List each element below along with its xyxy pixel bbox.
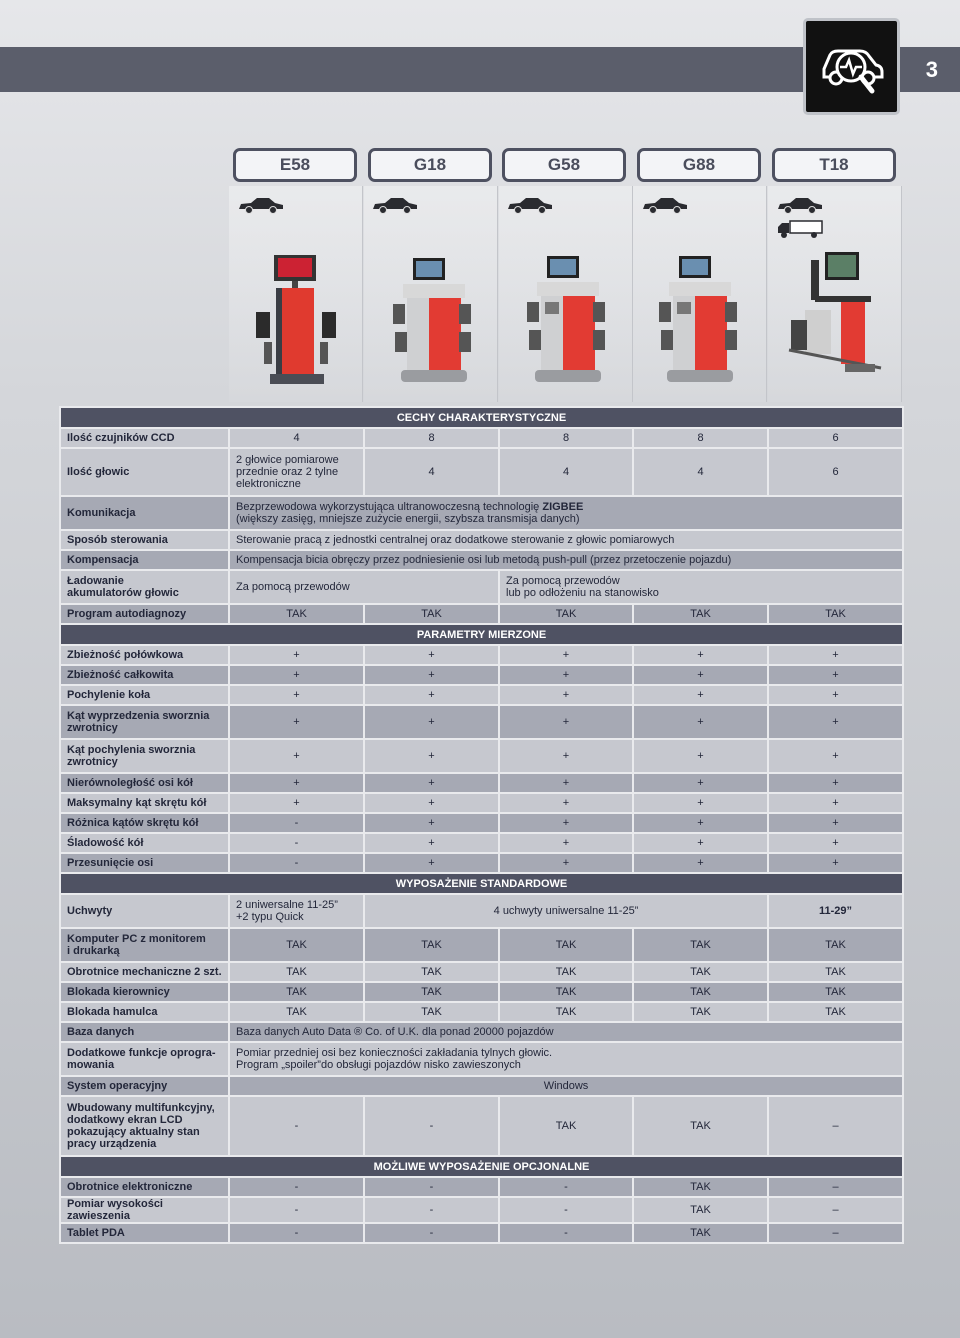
tab-g58: G58: [502, 148, 626, 182]
t18-machine-image: [785, 250, 885, 380]
table-row: Śladowość kół - + + + +: [60, 833, 903, 853]
row-communication: Komunikacja Bezprzewodowa wykorzystująca ultranowoczesną technologię ZIGBEE (większy zasięg, mniejsze zużycie energii, szybsza transmisja danych): [60, 496, 903, 530]
table-row: Kąt wyprzedzenia sworznia zwrotnicy + + + + +: [60, 705, 903, 739]
row-clamps: Uchwyty 2 uniwersalne 11-25” +2 typu Quick 4 uchwyty uniwersalne 11-25” 11-29”: [60, 894, 903, 928]
row-ccd: Ilość czujników CCD 4 8 8 8 6: [60, 428, 903, 448]
table-row: Obrotnice elektroniczne - - - TAK –: [60, 1177, 903, 1197]
section-header-standard: WYPOSAŻENIE STANDARDOWE: [60, 873, 903, 894]
row-os: System operacyjny Windows: [60, 1076, 903, 1096]
table-row: Przesunięcie osi - + + + +: [60, 853, 903, 873]
car-icon: [371, 195, 419, 215]
row-control: Sposób sterowania Sterowanie pracą z jednostki centralnej oraz dodatkowe sterowanie z głowic pomiarowych: [60, 530, 903, 550]
row-pc: Komputer PC z monitorem i drukarką TAK TAK TAK TAK TAK: [60, 928, 903, 962]
row-turntables: Obrotnice mechaniczne 2 szt. TAK TAK TAK TAK TAK: [60, 962, 903, 982]
g58-machine-image: [527, 254, 607, 388]
table-row: Nierównoległość osi kół + + + + +: [60, 773, 903, 793]
section-header-features: CECHY CHARAKTERYSTYCZNE: [60, 407, 903, 428]
g18-machine-image: [393, 256, 473, 388]
row-heads: Ilość głowic 2 głowice pomiarowe przednie oraz 2 tylne elektroniczne 4 4 4 6: [60, 448, 903, 496]
row-steering-lock: Blokada kierownicy TAK TAK TAK TAK TAK: [60, 982, 903, 1002]
row-software: Dodatkowe funkcje oprogra- mowania Pomiar przedniej osi bez konieczności zakładania tylnych głowic. Program „spoiler”do obsługi pojazdów nisko zawieszonych: [60, 1042, 903, 1076]
communication-cell: Bezprzewodowa wykorzystująca ultranowoczesną technologię ZIGBEE (większy zasięg, mniejsze zużycie energii, szybsza transmisja danych): [229, 496, 903, 530]
row-database: Baza danych Baza danych Auto Data ® Co. of U.K. dla ponad 20000 pojazdów: [60, 1022, 903, 1042]
section-header-measured: PARAMETRY MIERZONE: [60, 624, 903, 645]
logo-box: [803, 18, 900, 115]
car-diagnostic-icon: [814, 29, 889, 104]
table-row: Kąt pochylenia sworznia zwrotnicy + + + + +: [60, 739, 903, 773]
tab-g88: G88: [637, 148, 761, 182]
table-row: Tablet PDA - - - TAK –: [60, 1223, 903, 1243]
truck-icon: [776, 219, 824, 239]
row-brake-lock: Blokada hamulca TAK TAK TAK TAK TAK: [60, 1002, 903, 1022]
page-number: 3: [925, 57, 938, 82]
table-row: Pomiar wysokości zawieszenia - - - TAK –: [60, 1197, 903, 1223]
table-row: Maksymalny kąt skrętu kół + + + + +: [60, 793, 903, 813]
car-icon: [776, 195, 824, 215]
tab-g18: G18: [368, 148, 492, 182]
e58-machine-image: [252, 252, 342, 392]
table-row: Różnica kątów skrętu kół - + + + +: [60, 813, 903, 833]
row-lcd: Wbudowany multifunkcyjny, dodatkowy ekran LCD pokazujący aktualny stan pracy urządzenia - - TAK TAK –: [60, 1096, 903, 1156]
car-icon: [506, 195, 554, 215]
table-row: Zbieżność połówkowa + + + + +: [60, 645, 903, 665]
tab-e58: E58: [233, 148, 357, 182]
table-row: Zbieżność całkowita + + + + +: [60, 665, 903, 685]
section-header-optional: MOŻLIWE WYPOSAŻENIE OPCJONALNE: [60, 1156, 903, 1177]
car-icon: [237, 195, 285, 215]
tab-t18: T18: [772, 148, 896, 182]
row-compensation: Kompensacja Kompensacja bicia obręczy przez podniesienie osi lub metodą push-pull (przez przetoczenie pojazdu): [60, 550, 903, 570]
specification-table: [59, 406, 904, 1244]
row-charging: Ładowanie akumulatorów głowic Za pomocą przewodów Za pomocą przewodów lub po odłożeniu na stanowisko: [60, 570, 903, 604]
e58-heads-cell: 2 głowice pomiarowe przednie oraz 2 tylne elektroniczne: [229, 448, 364, 496]
row-autodiagnosis: Program autodiagnozy TAK TAK TAK TAK TAK: [60, 604, 903, 624]
g88-machine-image: [659, 254, 739, 388]
table-row: Pochylenie koła + + + + +: [60, 685, 903, 705]
car-icon: [641, 195, 689, 215]
